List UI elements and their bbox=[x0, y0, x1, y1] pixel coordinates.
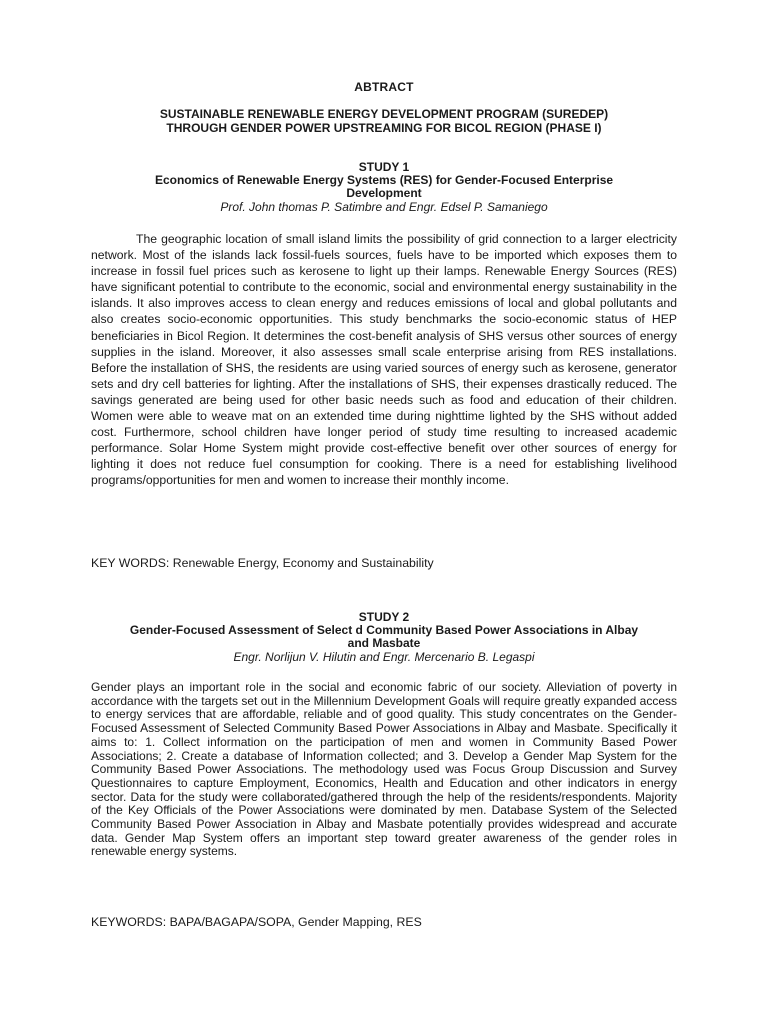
study1-subtitle-line-1: Economics of Renewable Energy Systems (RES) for Gender-Focused Enterprise bbox=[154, 173, 614, 187]
study1-heading: STUDY 1 bbox=[358, 160, 410, 174]
study2-authors: Engr. Norlijun V. Hilutin and Engr. Mercenario B. Legaspi bbox=[233, 650, 535, 664]
program-title-line-2: THROUGH GENDER POWER UPSTREAMING FOR BICOL REGION (PHASE I) bbox=[166, 121, 602, 135]
study1-header bbox=[91, 161, 677, 215]
program-title-line-1: SUSTAINABLE RENEWABLE ENERGY DEVELOPMENT PROGRAM (SUREDEP) bbox=[159, 107, 609, 121]
program-title bbox=[91, 107, 677, 135]
study2-subtitle-line-1: Gender-Focused Assessment of Select d Community Based Power Associations in Albay bbox=[129, 623, 639, 637]
study1-abstract: The geographic location of small island limits the possibility of grid connection to a larger electricity network. Most of the islands lack fossil-fuels sources, fuels have to be imported which exposes them to increase in fossil fuel prices such as kerosene to light up their lamps. Renewable Energy Sources (RES) have significant potential to contribute to the economic, social and environmental energy sustainability in the islands. It also improves access to clean energy and reduces emissions of local and global pollutants and also creates socio-economic opportunities. This study benchmarks the socio-economic status of HEP beneficiaries in Bicol Region. It determines the cost-benefit analysis of SHS versus other sources of energy supplies in the island. Moreover, it also assesses small scale enterprise arising from RES installations. Before the installation of SHS, the residents are using varied sources of energy such as kerosene, generator sets and dry cell batteries for lighting. After the installations of SHS, their expenses drastically reduced. The savings generated are being used for other basic needs such as food and education of their children. Women were able to weave mat on an extended time during nighttime lighted by the SHS without added cost. Furthermore, school children have longer period of study time resulting to increased academic performance. Solar Home System might provide cost-effective benefit over other sources of energy for lighting it does not reduce fuel consumption for cooking. There is a need for establishing livelihood programs/opportunities for men and women to increase their monthly income. bbox=[91, 232, 677, 488]
study1-subtitle-line-2: Development bbox=[346, 186, 422, 200]
study2-abstract: Gender plays an important role in the social and economic fabric of our society. Alleviation of poverty in accordance with the targets set out in the Millennium Development Goals will require greatly expanded access to energy services that are affordable, reliable and of good quality. This study concentrates on the Gender-Focused Assessment of Selected Community Based Power Associations in Albay and Masbate. Specifically it aims to: 1. Collect information on the participation of men and women in Community Based Power Associations; 2. Create a database of Information collected; and 3. Develop a Gender Map System for the Community Based Power Associations. The methodology used was Focus Group Discussion and Survey Questionnaires to capture Employment, Economics, Health and Education and other indicators in energy sector. Data for the study were collaborated/gathered through the help of the residents/respondents. Majority of the Key Officials of the Power Associations were dominated by men. Database System of the Selected Community Based Power Association in Albay and Masbate potentially provides widespread and accurate data. Gender Map System offers an important step toward greater awareness of the gender roles in renewable energy systems. bbox=[91, 680, 677, 859]
study2-header bbox=[91, 611, 677, 665]
document-title: ABTRACT bbox=[354, 80, 414, 94]
study2-heading: STUDY 2 bbox=[358, 610, 410, 624]
study1-keywords: KEY WORDS: Renewable Energy, Economy and Sustainability bbox=[91, 556, 434, 570]
study2-keywords: KEYWORDS: BAPA/BAGAPA/SOPA, Gender Mapping, RES bbox=[91, 915, 422, 929]
study2-subtitle-line-2: and Masbate bbox=[347, 636, 421, 650]
study1-authors: Prof. John thomas P. Satimbre and Engr. Edsel P. Samaniego bbox=[220, 200, 548, 214]
